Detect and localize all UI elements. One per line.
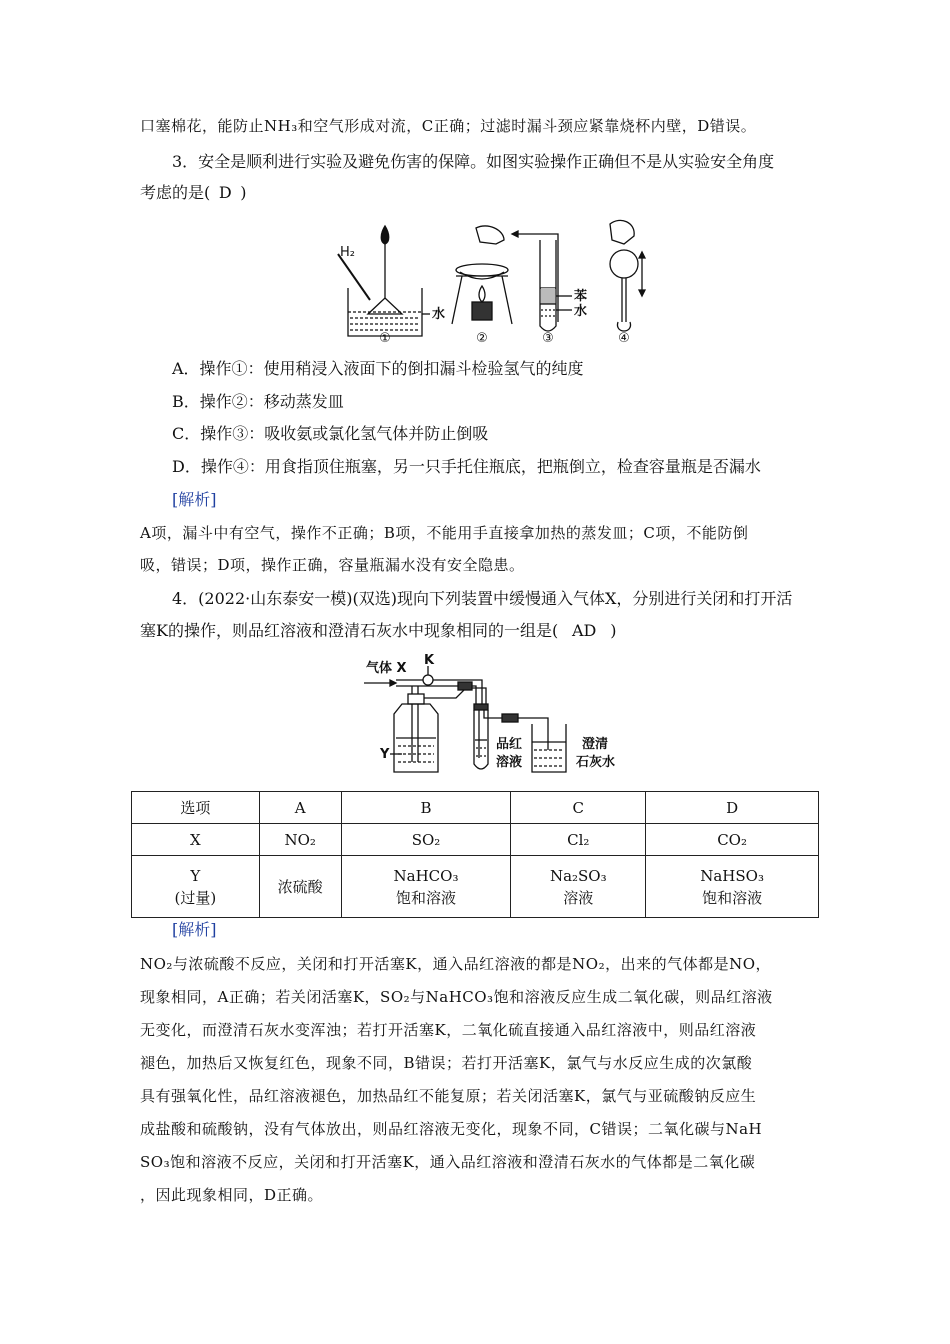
fig3-test-tube (512, 231, 572, 331)
cell-x-c: Cl₂ (511, 824, 646, 856)
q4-options-table (131, 791, 819, 918)
q4-stem-suffix: ) (610, 621, 617, 640)
fig2-evaporating-dish (452, 226, 512, 324)
cell-y-d-line1: NaHSO₃ (700, 866, 764, 885)
cell-y-a: 浓硫酸 (259, 856, 341, 918)
cell-y-b-line1: NaHCO₃ (393, 866, 459, 885)
label-benzene: 苯 (574, 289, 588, 304)
q3-option-d: D．操作④：用食指顶住瓶塞，另一只手托住瓶底，把瓶倒立，检查容量瓶是否漏水 (172, 457, 761, 476)
q3-option-b: B．操作②：移动蒸发皿 (172, 392, 344, 411)
q3-jiexi-line1: A项，漏斗中有空气，操作不正确；B项，不能用手直接拿加热的蒸发皿；C项，不能防倒 (140, 524, 749, 542)
q3-answer: D (218, 183, 232, 202)
q4-stem-line1: 4．(2022·山东泰安一模)(双选)现向下列装置中缓慢通入气体X，分别进行关闭和打开活 (172, 589, 793, 608)
label-pinhong-1: 品红 (496, 737, 523, 752)
q4-jiexi-label: [解析] (172, 920, 217, 939)
fig-number-3: ③ (542, 331, 554, 346)
q3-option-a: A．操作①：使用稍浸入液面下的倒扣漏斗检验氢气的纯度 (172, 359, 584, 378)
q4-jiexi-line1: NO₂与浓硫酸不反应，关闭和打开活塞K，通入品红溶液的都是NO₂，出来的气体都是NO， (140, 955, 772, 973)
q3-stem-line1: 3．安全是顺利进行实验及避免伤害的保障。如图实验操作正确但不是从实验安全角度 (172, 152, 775, 171)
q4-jiexi-line8: ，因此现象相同，D正确。 (140, 1186, 324, 1204)
q4-stem-prefix: 塞K的操作，则品红溶液和澄清石灰水中现象相同的一组是( (140, 621, 559, 640)
intro-line: 口塞棉花，能防止NH₃和空气形成对流，C正确；过滤时漏斗颈应紧靠烧杯内壁，D错误。 (140, 117, 757, 135)
label-water-1: 水 (432, 307, 446, 322)
cell-y-c (511, 856, 646, 918)
q3-stem-suffix: ) (240, 183, 247, 202)
cell-y-b (341, 856, 511, 918)
label-chengqing-1: 澄清 (582, 737, 609, 752)
q4-apparatus-figure (362, 654, 624, 778)
cell-y-d (646, 856, 819, 918)
table-row-y (132, 856, 819, 918)
label-gas-x: 气体 X (366, 661, 407, 676)
cell-y-d-line2: 饱和溶液 (702, 888, 763, 907)
cell-y-label-line2: (过量) (174, 888, 217, 907)
q4-jiexi-line6: 成盐酸和硫酸钠，没有气体放出，则品红溶液无变化，现象不同，C错误；二氧化碳与NaH (140, 1120, 763, 1138)
cell-x-label: X (132, 824, 260, 856)
q3-option-c: C．操作③：吸收氨或氯化氢气体并防止倒吸 (172, 424, 489, 443)
fig1-h2-purity-test (338, 226, 430, 336)
q3-figure (328, 214, 648, 346)
q4-jiexi-line2: 现象相同，A正确；若关闭活塞K，SO₂与NaHCO₃饱和溶液反应生成二氧化碳，则品红溶液 (140, 988, 773, 1006)
label-valve-k: K (424, 654, 435, 668)
fig-number-1: ① (379, 331, 391, 346)
q4-jiexi-line7: SO₃饱和溶液不反应，关闭和打开活塞K，通入品红溶液和澄清石灰水的气体都是二氧化碳 (140, 1153, 756, 1171)
q3-stem-line2 (140, 181, 820, 205)
q4-stem-line2 (140, 619, 820, 643)
fig-number-2: ② (476, 331, 488, 346)
q3-jiexi-line2: 吸，错误；D项，操作正确，容量瓶漏水没有安全隐患。 (140, 556, 525, 574)
table-header-row (132, 792, 819, 824)
cell-x-a: NO₂ (259, 824, 341, 856)
q4-jiexi-line4: 褪色，加热后又恢复红色，现象不同，B错误；若打开活塞K，氯气与水反应生成的次氯酸 (140, 1054, 753, 1072)
label-y: Y (380, 747, 390, 762)
table-row-x (132, 824, 819, 856)
q4-answer: AD (572, 621, 597, 640)
label-chengqing-2: 石灰水 (576, 755, 616, 770)
q4-jiexi-line3: 无变化，而澄清石灰水变浑浊；若打开活塞K，二氧化硫直接通入品红溶液中，则品红溶液 (140, 1021, 757, 1039)
cell-y-label (132, 856, 260, 918)
q3-stem-prefix: 考虑的是( (140, 183, 211, 202)
th-b: B (341, 792, 511, 824)
th-a: A (259, 792, 341, 824)
th-d: D (646, 792, 819, 824)
fig-number-4: ④ (618, 331, 630, 346)
cell-y-c-line2: 溶液 (563, 888, 594, 907)
th-c: C (511, 792, 646, 824)
fig4-volumetric-flask (610, 220, 645, 331)
th-option: 选项 (132, 792, 260, 824)
q3-jiexi-label: [解析] (172, 490, 217, 509)
label-water-2: 水 (574, 304, 588, 319)
label-h2: H₂ (340, 245, 355, 260)
cell-y-b-line2: 饱和溶液 (396, 888, 457, 907)
apparatus-drawing (364, 666, 566, 772)
label-pinhong-2: 溶液 (496, 755, 523, 770)
q4-jiexi-line5: 具有强氧化性，品红溶液褪色，加热品红不能复原；若关闭活塞K，氯气与亚硫酸钠反应生 (140, 1087, 757, 1105)
cell-x-d: CO₂ (646, 824, 819, 856)
cell-x-b: SO₂ (341, 824, 511, 856)
cell-y-c-line1: Na₂SO₃ (549, 866, 607, 885)
cell-y-label-line1: Y (190, 866, 201, 885)
